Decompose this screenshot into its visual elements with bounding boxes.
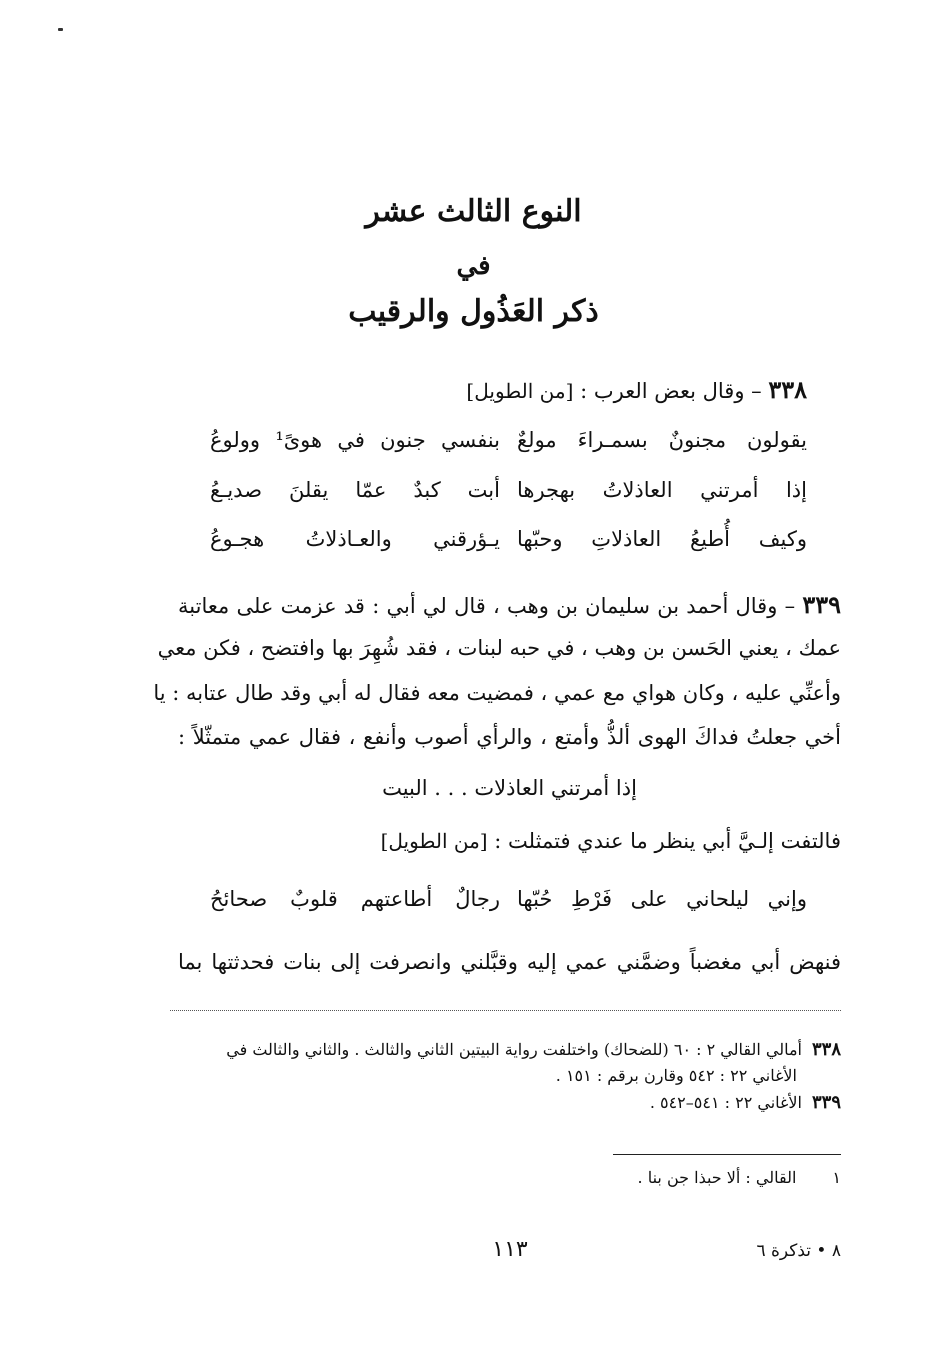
- footnote: [638, 1166, 841, 1190]
- entry-339-line: أخي جعلتُ فداكَ الهوى ألذُّ وأمتع ، والرأي أصوب وأنفع ، فقال عمي متمثّلاً :: [178, 725, 841, 749]
- verse-first-hemistich: إذا أمرتني العاذلاتُ بهجرها: [517, 478, 807, 502]
- verse-second-hemistich: بنفسي جنون في هوىً¹ وولوعُ: [210, 428, 500, 452]
- entry-intro-text: – وقال بعض العرب :: [573, 379, 769, 403]
- verse-line: [210, 882, 807, 916]
- entry-338-intro: [178, 375, 807, 406]
- entry-339-turn-line: [178, 826, 841, 856]
- prose-text: – وقال أحمد بن سليمان بن وهب ، قال لي أبي : قد عزمت على معاتبة: [178, 594, 803, 618]
- verse-first-hemistich: يقولون مجنونٌ بسمـراءَ مولعٌ: [517, 428, 807, 452]
- verse-second-hemistich: رجالٌ أطاعتهم قلوبٌ صحائحُ: [210, 887, 500, 911]
- notes-divider: [170, 1010, 841, 1011]
- verse-line: [210, 522, 807, 556]
- verse-second-hemistich: يـؤرقني والعـاذلاتُ هجـوعُ: [210, 527, 500, 551]
- footnote-number: ١: [832, 1168, 841, 1187]
- entry-number: ٣٣٩: [802, 590, 841, 619]
- verse-first-hemistich: وكيف أُطيعُ العاذلاتِ وحبّها: [517, 527, 807, 551]
- source-note-continuation: الأغاني ٢٢ : ٥٤٢ وقارن برقم : ١٥١ .: [555, 1066, 797, 1085]
- source-note: [170, 1091, 841, 1115]
- note-number: ٣٣٩: [811, 1092, 841, 1113]
- entry-339-last-line: فنهض أبي مغضباً وضمَّني عمي إليه وقبَّلني وانصرفت إلى بنات فحدثتها بما: [178, 950, 841, 974]
- chapter-subtitle: ذكر العَذُول والرقيب: [348, 294, 599, 329]
- chapter-title-connector: في: [456, 251, 491, 281]
- note-text: الأغاني ٢٢ : ٥٤١–٥٤٢ .: [649, 1093, 802, 1112]
- note-number: ٣٣٨: [811, 1039, 841, 1060]
- verse-line: [210, 473, 807, 507]
- verse-second-hemistich: أبت كبدٌ عمّا يقلنَ صديـعُ: [210, 478, 500, 502]
- meter-label: [من الطويل]: [466, 379, 574, 403]
- note-text: أمالي القالي ٢ : ٦٠ (للضحاك) واختلفت رواية البيتين الثاني والثالث . والثاني والثالث في: [226, 1040, 802, 1059]
- cited-verse-reference: إذا أمرتني العاذلات . . . البيت: [382, 776, 637, 800]
- meter-label: [من الطويل]: [380, 829, 488, 853]
- verse-first-hemistich: وإني ليلحاني على فَرْطِ حُبّها: [517, 887, 807, 911]
- ink-speck: [58, 28, 63, 31]
- footnote-text: القالي : ألا حبذا جن بنا .: [637, 1168, 797, 1187]
- source-note: [170, 1038, 841, 1062]
- entry-number: ٣٣٨: [768, 375, 807, 404]
- page-number: ١١٣: [492, 1237, 528, 1262]
- entry-339-line: عمك ، يعني الحَسن بن وهب ، في حبه لبنات ، فقد شُهِرَ بها وافتضح ، فكن معي: [157, 636, 841, 660]
- printer-signature: ٨ • تذكرة ٦: [756, 1241, 841, 1261]
- prose-text: فالتفت إلـيَّ أبي ينظر ما عندي فتمثلت :: [487, 829, 841, 853]
- footnote-divider: [613, 1154, 841, 1155]
- entry-339-line: [178, 588, 841, 623]
- entry-339-line: وأعنِّي عليه ، وكان هواي مع عمي ، فمضيت معه فقال له أبي وقد طال عتابه : يا: [153, 681, 841, 705]
- verse-line: [210, 423, 807, 457]
- chapter-title: النوع الثالث عشر: [365, 194, 582, 229]
